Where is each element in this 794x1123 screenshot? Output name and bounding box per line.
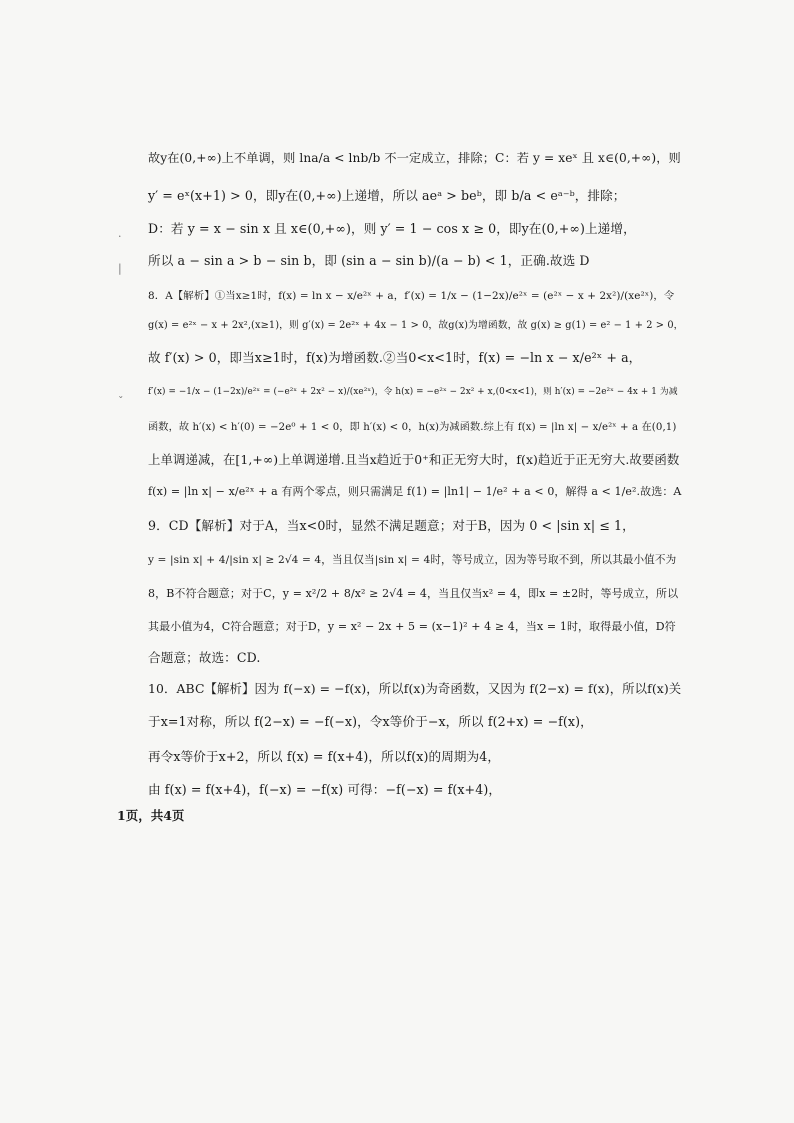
text-line: 合题意；故选：CD.: [148, 650, 261, 665]
text-line: D：若 y = x − sin x 且 x∈(0,+∞)，则 y′ = 1 − cos x ≥ 0，即y在(0,+∞)上递增，: [148, 221, 636, 236]
text-line: y′ = eˣ(x+1) > 0，即y在(0,+∞)上递增，所以 aeᵃ > beᵇ，即 b/a < eᵃ⁻ᵇ，排除；: [148, 188, 626, 203]
text-line: 故y在(0,+∞)上不单调，则 lna/a < lnb/b 不一定成立，排除；C：若 y = xeˣ 且 x∈(0,+∞)，则: [148, 151, 681, 165]
text-line: y = |sin x| + 4/|sin x| ≥ 2√4 = 4，当且仅当|sin x| = 4时，等号成立，因为等号取不到，所以其最小值不为: [148, 554, 677, 566]
text-line: 由 f(x) = f(x+4)，f(−x) = −f(x) 可得：−f(−x) = f(x+4)，: [148, 782, 502, 797]
text-line: 所以 a − sin a > b − sin b，即 (sin a − sin b)/(a − b) < 1，正确.故选 D: [148, 253, 590, 268]
text-line: 9．CD【解析】对于A，当x<0时，显然不满足题意；对于B，因为 0 < |sin x| ≤ 1，: [148, 518, 635, 533]
text-line: 函数，故 h′(x) < h′(0) = −2e⁰ + 1 < 0，即 h′(x) < 0，h(x)为减函数.综上有 f(x) = |ln x| − x/e²ˣ + a 在(0,1): [148, 422, 677, 433]
text-line: 8，B不符合题意；对于C，y = x²/2 + 8/x² ≥ 2√4 = 4，当且仅当x² = 4，即x = ±2时，等号成立，所以: [148, 587, 679, 600]
scan-artifact: |: [118, 262, 122, 275]
text-line: 其最小值为4，C符合题意；对于D，y = x² − 2x + 5 = (x−1)² + 4 ≥ 4，当x = 1时，取得最小值，D符: [148, 620, 676, 633]
scan-artifact: ˇ: [118, 395, 124, 408]
text-line: f(x) = |ln x| − x/e²ˣ + a 有两个零点，则只需满足 f(1) = |ln1| − 1/e² + a < 0，解得 a < 1/e².故选：A: [148, 485, 682, 498]
text-line: g(x) = e²ˣ − x + 2x²,(x≥1)，则 g′(x) = 2e²ˣ + 4x − 1 > 0，故g(x)为增函数，故 g(x) ≥ g(1) = e² − 1 + 2 > 0，: [148, 320, 684, 331]
text-line: 再令x等价于x+2，所以 f(x) = f(x+4)，所以f(x)的周期为4，: [148, 749, 501, 764]
text-line: 上单调递减，在[1,+∞)上单调递增.且当x趋近于0⁺和正无穷大时，f(x)趋近于正无穷大.故要函数: [148, 452, 680, 467]
text-line: 8．A【解析】①当x≥1时，f(x) = ln x − x/e²ˣ + a，f′(x) = 1/x − (1−2x)/e²ˣ = (e²ˣ − x + 2x²)/(xe²ˣ)，令: [148, 290, 675, 302]
page-footer: 1页，共4页: [117, 808, 185, 823]
scan-artifact: ·: [118, 230, 122, 243]
text-line: f′(x) = −1/x − (1−2x)/e²ˣ = (−e²ˣ + 2x² − x)/(xe²ˣ)，令 h(x) = −e²ˣ − 2x² + x,(0<x<1)，则 h′(x) = −2e²ˣ − 4x + 1 为减: [148, 387, 678, 397]
text-line: 10．ABC【解析】因为 f(−x) = −f(x)，所以f(x)为奇函数，又因为 f(2−x) = f(x)，所以f(x)关: [148, 681, 682, 696]
text-line: 故 f′(x) > 0，即当x≥1时，f(x)为增函数.②当0<x<1时，f(x) = −ln x − x/e²ˣ + a，: [148, 350, 642, 365]
text-line: 于x=1对称，所以 f(2−x) = −f(−x)，令x等价于−x，所以 f(2+x) = −f(x)，: [148, 714, 593, 729]
